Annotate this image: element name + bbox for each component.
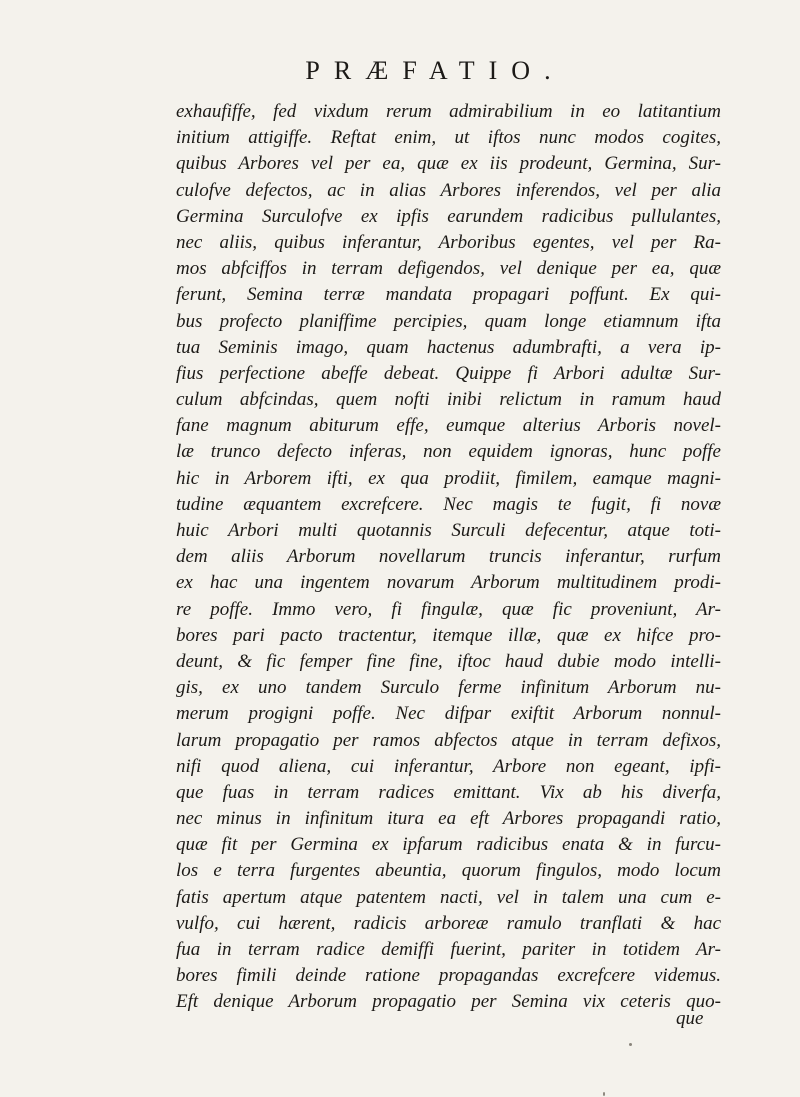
paper-speck: [603, 1092, 605, 1096]
text-line: deunt, & fic femper fine fine, iftoc haud dubie modo intelli-: [176, 650, 721, 672]
text-line: fatis apertum atque patentem nacti, vel in talem una cum e-: [176, 886, 721, 908]
text-line: læ trunco defecto inferas, non equidem ignoras, hunc poffe: [176, 441, 721, 463]
text-line: mos abfciffos in terram defigendos, vel denique per ea, quæ: [176, 258, 721, 280]
text-line: vulfo, cui hærent, radicis arboreæ ramulo tranflati & hac: [176, 912, 721, 934]
text-line: culum abfcindas, quem nofti inibi relictum in ramum haud: [176, 389, 721, 411]
text-line: nifi quod aliena, cui inferantur, Arbore non egeant, ipfi-: [176, 755, 721, 777]
text-line: los e terra furgentes abeuntia, quorum fingulos, modo locum: [176, 860, 721, 882]
text-line: Eft denique Arborum propagatio per Semina vix ceteris quo-: [176, 991, 721, 1013]
text-line: re poffe. Immo vero, fi fingulæ, quæ fic proveniunt, Ar-: [176, 598, 721, 620]
text-line: tua Seminis imago, quam hactenus adumbrafti, a vera ip-: [176, 336, 721, 358]
text-line: culofve defectos, ac in alias Arbores inferendos, vel per alia: [176, 179, 721, 201]
text-line: gis, ex uno tandem Surculo ferme infinitum Arborum nu-: [176, 677, 721, 699]
text-line: que fuas in terram radices emittant. Vix ab his diverfa,: [176, 781, 721, 803]
text-line: fane magnum abiturum effe, eumque alterius Arboris novel-: [176, 415, 721, 437]
text-line: quæ fit per Germina ex ipfarum radicibus enata & in furcu-: [176, 834, 721, 856]
text-line: bores fimili deinde ratione propagandas excrefcere videmus.: [176, 965, 721, 987]
text-line: fius perfectione abeffe debeat. Quippe fi Arbori adultæ Sur-: [176, 362, 721, 384]
text-line: huic Arbori multi quotannis Surculi defecentur, atque toti-: [176, 520, 721, 541]
text-line: bores pari pacto tractentur, itemque illæ, quæ ex hifce pro-: [176, 624, 721, 646]
text-line: fua in terram radice demiffi fuerint, pariter in totidem Ar-: [176, 939, 721, 960]
paper-speck: [629, 1043, 632, 1046]
text-line: bus profecto planiffime percipies, quam longe etiamnum ifta: [176, 310, 721, 332]
text-line: exhaufiffe, fed vixdum rerum admirabilium in eo latitantium: [176, 101, 721, 122]
text-line: merum progigni poffe. Nec difpar exiftit Arborum nonnul-: [176, 703, 721, 725]
text-line: Germina Surculofve ex ipfis earundem radicibus pullulantes,: [176, 205, 721, 227]
catchword: que: [676, 1008, 704, 1029]
running-head: PRÆFATIO.: [305, 56, 565, 85]
text-line: tudine æquantem excrefcere. Nec magis te fugit, fi novæ: [176, 493, 721, 515]
text-line: larum propagatio per ramos abfectos atque in terram defixos,: [176, 729, 721, 751]
text-line: ex hac una ingentem novarum Arborum multitudinem prodi-: [176, 572, 721, 594]
text-line: ferunt, Semina terræ mandata propagari poffunt. Ex qui-: [176, 284, 721, 306]
text-line: dem aliis Arborum novellarum truncis inferantur, rurfum: [176, 546, 721, 568]
text-line: nec minus in infinitum itura ea eft Arbores propagandi ratio,: [176, 808, 721, 830]
body-text: [176, 99, 721, 1016]
text-line: initium attigiffe. Reftat enim, ut iftos nunc modos cogites,: [176, 127, 721, 149]
text-line: nec aliis, quibus inferantur, Arboribus egentes, vel per Ra-: [176, 231, 721, 253]
text-line: hic in Arborem ifti, ex qua prodiit, fimilem, eamque magni-: [176, 467, 721, 489]
text-line: quibus Arbores vel per ea, quæ ex iis prodeunt, Germina, Sur-: [176, 153, 721, 175]
